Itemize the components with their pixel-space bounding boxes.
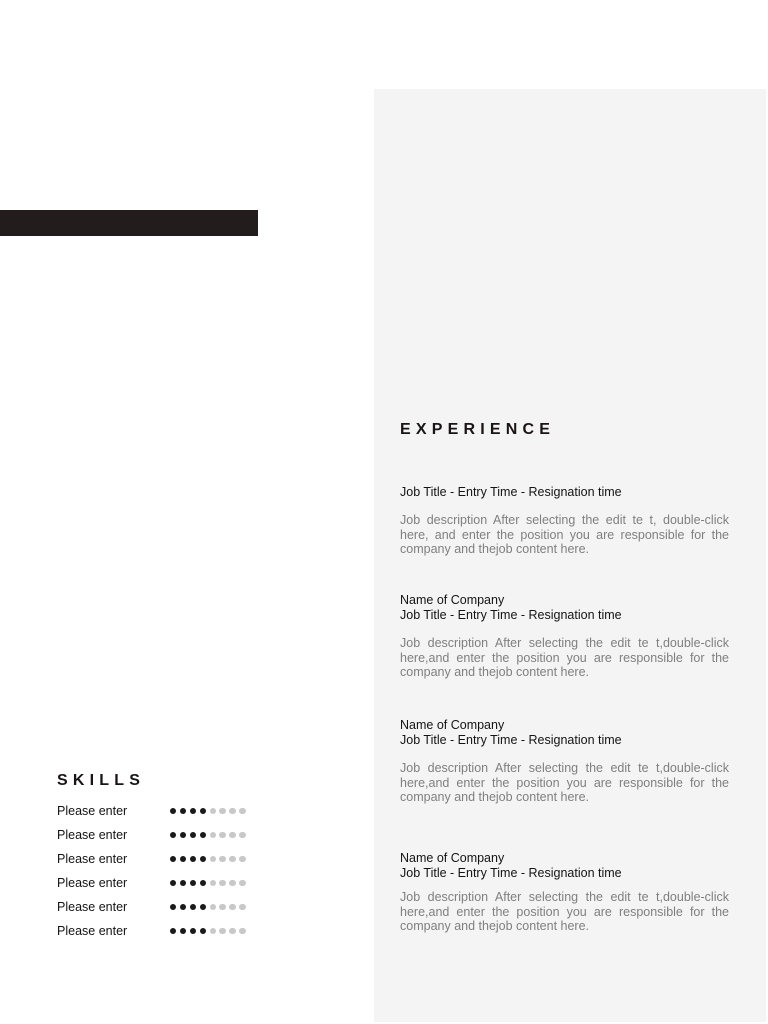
skill-row (57, 923, 267, 939)
rating-dot-empty (219, 928, 225, 934)
skill-rating (170, 851, 246, 867)
rating-dot-filled (170, 808, 176, 814)
rating-dot-empty (239, 808, 245, 814)
rating-dot-filled (200, 880, 206, 886)
rating-dot-empty (210, 856, 216, 862)
company-name: Name of Company (400, 593, 505, 607)
skill-row (57, 899, 267, 915)
rating-dot-empty (229, 856, 235, 862)
rating-dot-empty (229, 928, 235, 934)
job-description: Job description After selecting the edit te t,double-click here,and enter the position you are responsible for the company and thejob content here. (400, 890, 729, 934)
rating-dot-empty (239, 832, 245, 838)
rating-dot-filled (170, 928, 176, 934)
rating-dot-empty (219, 904, 225, 910)
rating-dot-empty (210, 904, 216, 910)
skill-row (57, 827, 267, 843)
rating-dot-empty (210, 808, 216, 814)
company-name: Name of Company (400, 718, 505, 732)
rating-dot-empty (229, 832, 235, 838)
job-description: Job description After selecting the edit te t,double-click here,and enter the position you are responsible for the company and thejob content here. (400, 636, 729, 680)
rating-dot-filled (180, 880, 186, 886)
skill-label: Please enter (57, 828, 128, 842)
rating-dot-empty (239, 904, 245, 910)
rating-dot-filled (200, 904, 206, 910)
rating-dot-filled (170, 832, 176, 838)
rating-dot-filled (190, 832, 196, 838)
skill-label: Please enter (57, 852, 128, 866)
experience-entry (400, 851, 729, 934)
rating-dot-empty (239, 880, 245, 886)
header-accent-bar (0, 210, 258, 236)
job-description: Job description After selecting the edit te t, double-click here, and enter the position you are responsible for the company and thejob content here. (400, 513, 729, 557)
job-title-line: Job Title - Entry Time - Resignation time (400, 866, 622, 880)
job-description: Job description After selecting the edit te t,double-click here,and enter the position you are responsible for the company and thejob content here. (400, 761, 729, 805)
skills-heading: SKILLS (57, 772, 146, 789)
rating-dot-filled (180, 856, 186, 862)
rating-dot-filled (190, 928, 196, 934)
rating-dot-empty (219, 856, 225, 862)
skill-rating (170, 803, 246, 819)
job-title-line: Job Title - Entry Time - Resignation time (400, 608, 622, 622)
experience-heading: EXPERIENCE (400, 421, 556, 438)
rating-dot-filled (170, 856, 176, 862)
skill-label: Please enter (57, 924, 128, 938)
rating-dot-filled (190, 856, 196, 862)
rating-dot-empty (239, 928, 245, 934)
skill-rating (170, 899, 246, 915)
rating-dot-filled (200, 856, 206, 862)
rating-dot-empty (219, 808, 225, 814)
rating-dot-filled (190, 904, 196, 910)
job-title-line: Job Title - Entry Time - Resignation time (400, 485, 622, 499)
skill-row (57, 803, 267, 819)
rating-dot-filled (180, 928, 186, 934)
skill-rating (170, 875, 246, 891)
rating-dot-empty (219, 880, 225, 886)
job-title-line: Job Title - Entry Time - Resignation time (400, 733, 622, 747)
rating-dot-empty (210, 880, 216, 886)
rating-dot-empty (239, 856, 245, 862)
rating-dot-empty (229, 808, 235, 814)
skill-rating (170, 923, 246, 939)
skill-label: Please enter (57, 900, 128, 914)
rating-dot-filled (200, 832, 206, 838)
company-name: Name of Company (400, 851, 505, 865)
rating-dot-filled (170, 904, 176, 910)
rating-dot-filled (180, 832, 186, 838)
skill-label: Please enter (57, 804, 128, 818)
rating-dot-empty (229, 880, 235, 886)
experience-entry (400, 718, 729, 805)
skill-row (57, 851, 267, 867)
rating-dot-filled (180, 808, 186, 814)
rating-dot-empty (210, 832, 216, 838)
experience-entry (400, 593, 729, 680)
rating-dot-filled (200, 808, 206, 814)
rating-dot-empty (219, 832, 225, 838)
experience-entry (400, 485, 729, 557)
skill-label: Please enter (57, 876, 128, 890)
rating-dot-filled (190, 808, 196, 814)
skill-rating (170, 827, 246, 843)
rating-dot-filled (170, 880, 176, 886)
rating-dot-filled (200, 928, 206, 934)
rating-dot-empty (210, 928, 216, 934)
rating-dot-filled (190, 880, 196, 886)
rating-dot-filled (180, 904, 186, 910)
skill-row (57, 875, 267, 891)
rating-dot-empty (229, 904, 235, 910)
